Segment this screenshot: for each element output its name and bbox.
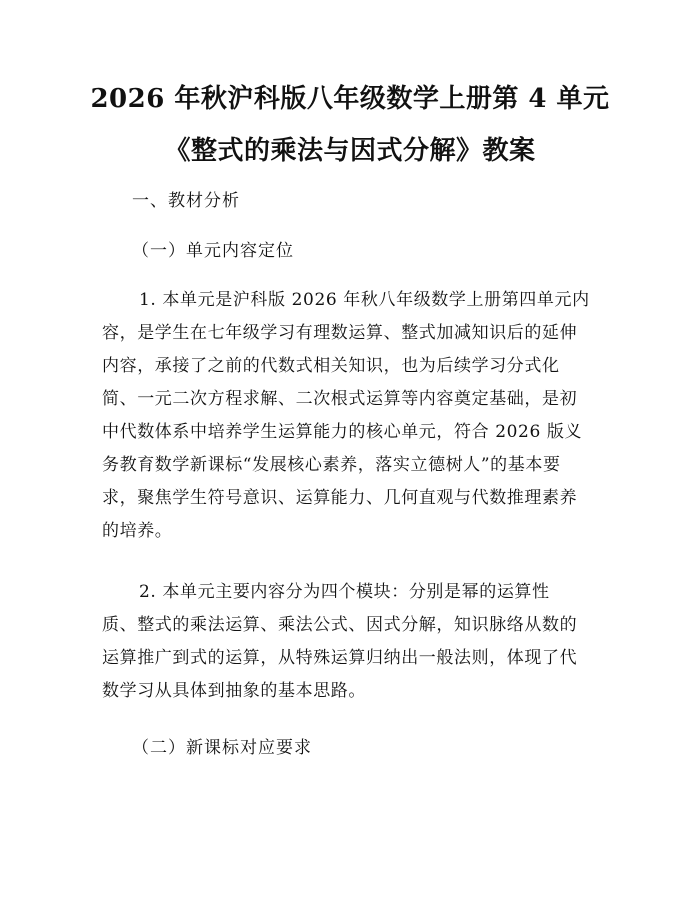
- paragraph-unit-positioning: [102, 284, 602, 548]
- paragraph-line: 求，聚焦学生符号意识、运算能力、几何直观与代数推理素养: [102, 488, 578, 508]
- paragraph-line: 的培养。: [102, 521, 173, 541]
- paragraph-line: 容，是学生在七年级学习有理数运算、整式加减知识后的延伸: [102, 323, 578, 343]
- paragraph-line: 1. 本单元是沪科版 2026 年秋八年级数学上册第四单元内: [139, 290, 590, 310]
- paragraph-line: 运算推广到式的运算，从特殊运算归纳出一般法则，体现了代: [102, 648, 578, 668]
- section-heading-textbook-analysis: 一、教材分析: [132, 191, 240, 211]
- paragraph-line: 内容，承接了之前的代数式相关知识，也为后续学习分式化: [102, 356, 560, 376]
- paragraph-line: 2. 本单元主要内容分为四个模块：分别是幂的运算性: [139, 582, 550, 602]
- document-title-line-2: 《整式的乘法与因式分解》教案: [164, 136, 536, 166]
- paragraph-line: 数学习从具体到抽象的基本思路。: [102, 681, 366, 701]
- paragraph-line: 务教育数学新课标“发展核心素养，落实立德树人”的基本要: [102, 455, 561, 475]
- subsection-heading-curriculum-requirements: （二）新课标对应要求: [132, 738, 312, 758]
- paragraph-line: 中代数体系中培养学生运算能力的核心单元，符合 2026 版义: [102, 422, 583, 442]
- paragraph-line: 简、一元二次方程求解、二次根式运算等内容奠定基础，是初: [102, 389, 578, 409]
- document-title-line-1: 2026 年秋沪科版八年级数学上册第 4 单元: [90, 84, 610, 114]
- subsection-heading-unit-positioning: （一）单元内容定位: [132, 241, 294, 261]
- paragraph-line: 质、整式的乘法运算、乘法公式、因式分解，知识脉络从数的: [102, 615, 578, 635]
- paragraph-main-content: [102, 576, 602, 708]
